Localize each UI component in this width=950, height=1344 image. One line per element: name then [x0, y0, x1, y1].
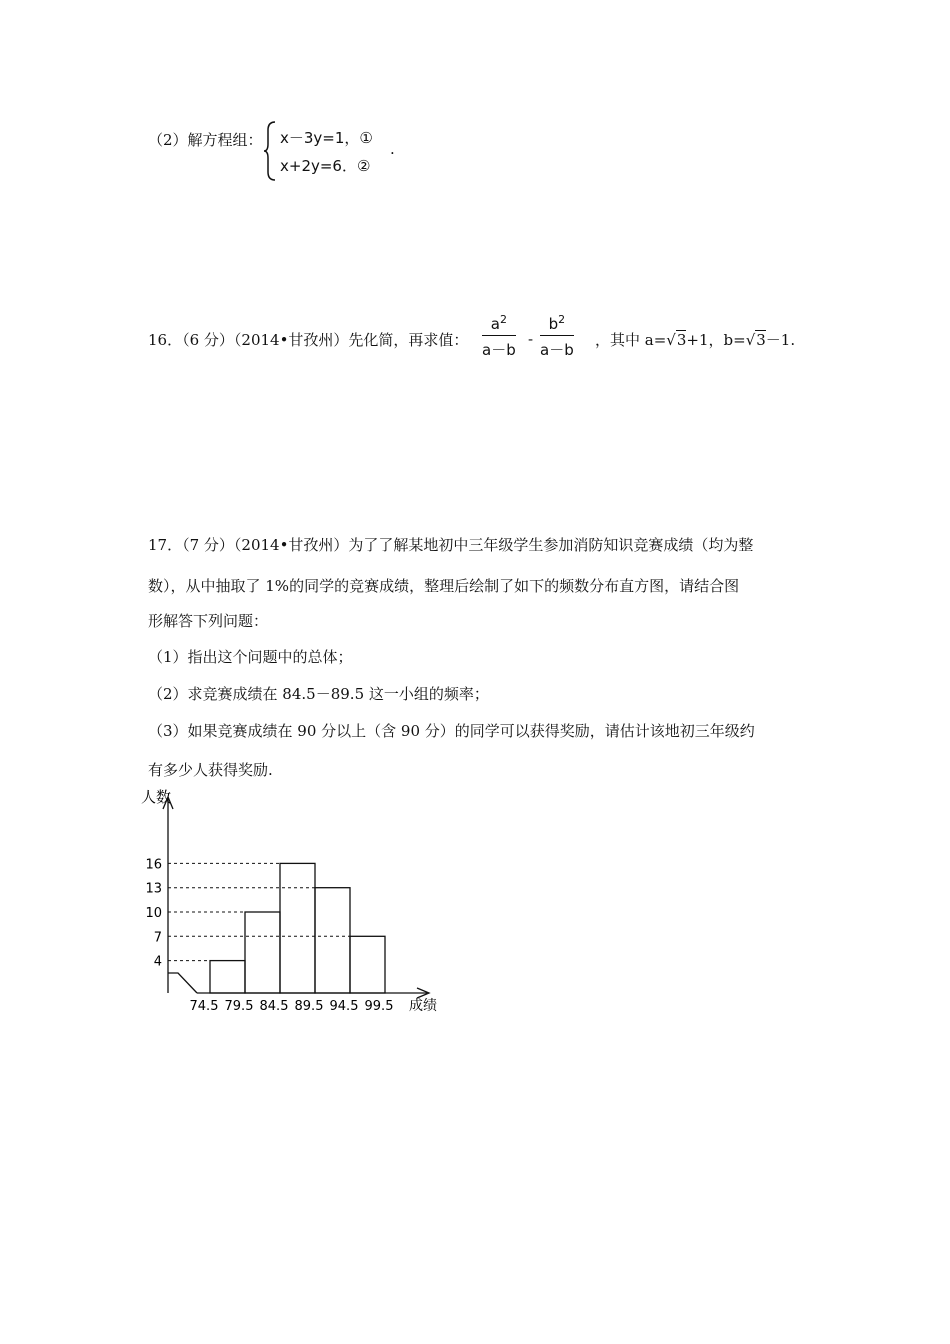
- equation-system: [280, 124, 373, 180]
- histogram-bar: [315, 888, 350, 993]
- y-tick-label: 10: [145, 906, 162, 921]
- y-tick-label: 4: [153, 954, 162, 970]
- x-tick-label: 94.5: [329, 999, 359, 1014]
- equation-1: x－3y=1，①: [280, 129, 373, 147]
- q15-part2-label: （2）解方程组：: [148, 131, 263, 149]
- q17-sub-3-line-1: （3）如果竞赛成绩在 90 分以上（含 90 分）的同学可以获得奖励，请估计该地初三年级约: [148, 722, 755, 740]
- y-axis-label: 人数: [141, 788, 172, 806]
- fraction-denominator: a－b: [540, 341, 574, 359]
- equation-end-period: .: [390, 140, 395, 158]
- q17-line-2: 数），从中抽取了 1%的同学的竞赛成绩，整理后绘制了如下的频数分布直方图，请结合图: [148, 577, 740, 595]
- q17-line-1: 17．（7 分）（2014•甘孜州）为了了解某地初中三年级学生参加消防知识竞赛成绩（均为整: [148, 536, 754, 554]
- histogram-bar: [350, 936, 385, 993]
- x-tick-label: 89.5: [294, 999, 324, 1014]
- y-tick-label: 16: [145, 857, 162, 873]
- q17-sub-3-line-2: 有多少人获得奖励.: [148, 761, 273, 779]
- x-axis-label: 成绩: [409, 998, 437, 1014]
- histogram-bar: [210, 961, 245, 993]
- q16-prefix: 16．（6 分）（2014•甘孜州）先化简，再求值：: [148, 331, 469, 349]
- x-tick-label: 84.5: [259, 999, 289, 1014]
- fraction-numerator: $a^2$: [482, 313, 516, 336]
- fraction-b-squared: [540, 313, 574, 360]
- fraction-numerator: $b^2$: [540, 313, 574, 336]
- x-tick-label: 99.5: [364, 999, 394, 1014]
- equation-2: x+2y=6．②: [280, 157, 371, 175]
- histogram-bar: [280, 863, 315, 993]
- q16-values: ，其中 a=√3+1，b=√3－1.: [595, 331, 796, 349]
- frequency-histogram: [135, 785, 465, 1025]
- equation-system-brace: [263, 120, 277, 182]
- axis-break: [168, 973, 197, 993]
- q17-sub-1: （1）指出这个问题中的总体；: [148, 648, 353, 666]
- fraction-a-squared: [482, 313, 516, 360]
- minus-sign: -: [528, 330, 534, 348]
- fraction-denominator: a－b: [482, 341, 516, 359]
- sqrt-b: √3: [745, 331, 766, 349]
- q17-line-3: 形解答下列问题：: [148, 612, 269, 630]
- sqrt-a: √3: [666, 331, 687, 349]
- y-tick-label: 7: [153, 930, 162, 946]
- x-tick-label: 74.5: [189, 999, 219, 1014]
- x-tick-label: 79.5: [224, 999, 254, 1014]
- histogram-bar: [245, 912, 280, 993]
- q17-sub-2: （2）求竞赛成绩在 84.5－89.5 这一小组的频率；: [148, 685, 489, 703]
- y-tick-label: 13: [145, 881, 162, 897]
